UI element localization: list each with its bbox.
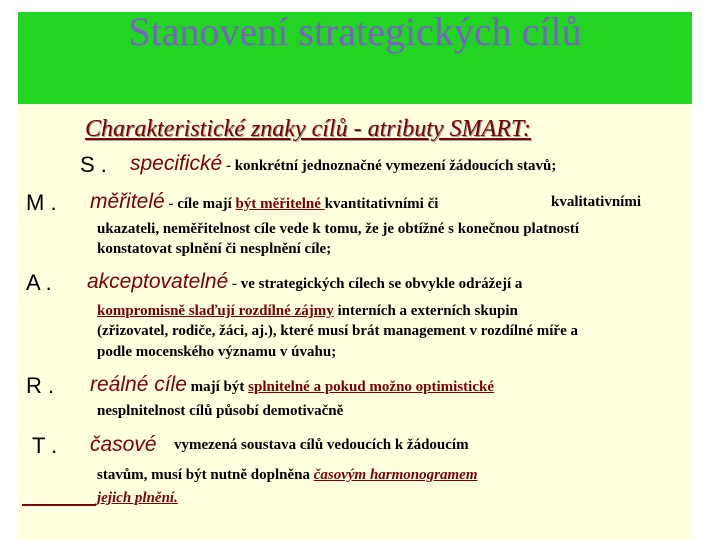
term-specific: specifické (130, 152, 223, 175)
text-t: vymezená soustava cílů vedoucích k žádoucím (174, 437, 469, 453)
subtitle: Charakteristické znaky cílů - atributy SMART: (85, 116, 531, 142)
text-m-line3: konstatovat splnění či nesplnění cíle; (97, 241, 332, 257)
item-t-line2 (97, 466, 477, 484)
text-r: mají být (186, 379, 249, 395)
item-a (87, 270, 522, 294)
text-m-a: - cíle mají (164, 196, 236, 212)
letter-r: R . (26, 373, 55, 398)
term-timebound: časové (90, 433, 157, 456)
text-m-line2: ukazateli, neměřitelnost cíle vede k tomu, že je obtížné s konečnou platností (97, 221, 580, 237)
item-r (90, 373, 494, 397)
term-realistic: reálné cíle (90, 373, 187, 396)
text-m-b: kvantitativními či (324, 196, 439, 212)
underline-decoration (22, 504, 96, 506)
link-achievable[interactable]: splnitelné a pokud možno optimistické (248, 379, 495, 395)
text-a-b: interních a externích skupin (333, 303, 518, 319)
item-a-line2 (97, 302, 518, 320)
item-m (90, 190, 438, 214)
link-compromise[interactable]: kompromisně slaďují rozdílné zájmy (97, 303, 334, 319)
letter-t: T . (32, 433, 58, 458)
term-measurable: měřitelé (90, 190, 165, 213)
text-a: - ve strategických cílech se obvykle odrážejí a (228, 276, 523, 292)
link-schedule[interactable]: časovým harmonogramem (313, 467, 478, 483)
text-a-line4: podle mocenského významu v úvahu; (97, 344, 337, 360)
letter-s: S . (80, 152, 107, 177)
letter-a: A . (26, 270, 52, 295)
page-title: Stanovení strategických cílů (128, 9, 582, 54)
link-fulfillment[interactable]: jejich plnění. (97, 490, 178, 506)
text-r-line2: nesplnitelnost cílů působí demotivačně (97, 403, 344, 419)
term-acceptable: akceptovatelné (87, 270, 229, 293)
item-s (130, 152, 556, 176)
text-a-line3: (zřizovatel, rodiče, žáci, aj.), které musí brát management v rozdílné míře a (97, 323, 578, 339)
text-t-line2: stavům, musí být nutně doplněna (97, 467, 314, 483)
link-measurable[interactable]: být měřitelné (235, 196, 325, 212)
text-m-c: kvalitativními (551, 194, 642, 210)
letter-m: M . (26, 190, 57, 215)
text-s: - konkrétní jednoznačné vymezení žádoucích stavů; (222, 158, 557, 174)
